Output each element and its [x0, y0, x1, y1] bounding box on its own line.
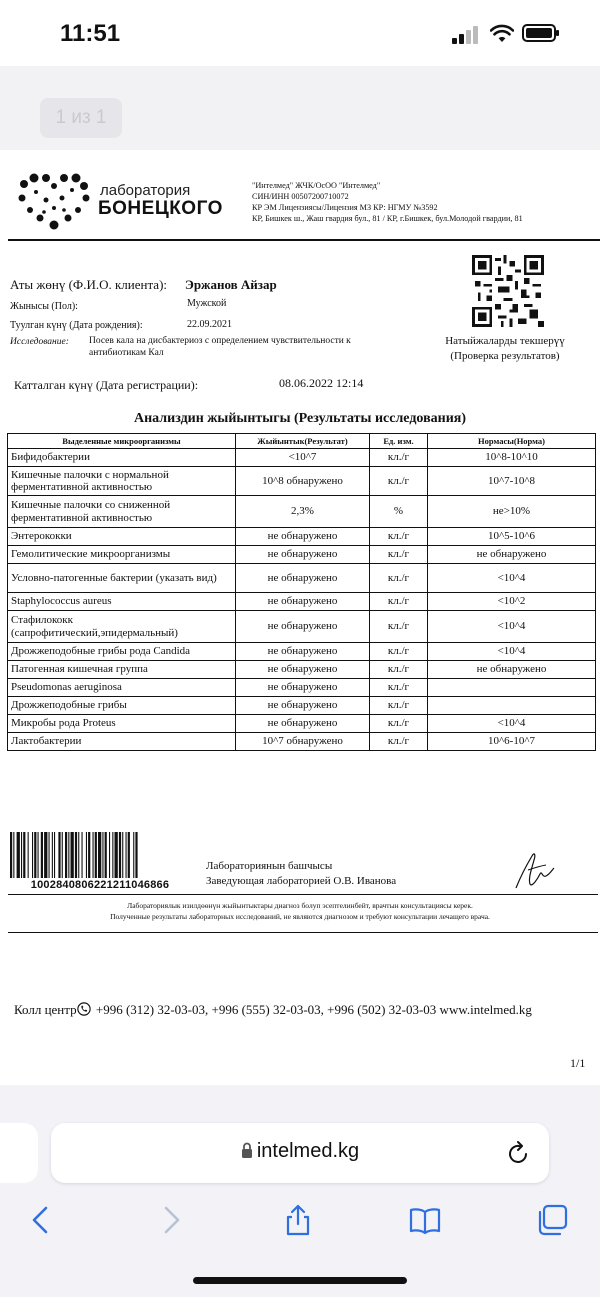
- table-row: [8, 611, 596, 643]
- unit-cell: кл./г: [370, 697, 428, 715]
- gender-label: Жынысы (Пол):: [10, 301, 78, 312]
- address-bar[interactable]: [51, 1123, 549, 1183]
- lab-info: [252, 180, 523, 224]
- result-cell: не обнаружено: [236, 715, 370, 733]
- unit-cell: кл./г: [370, 564, 428, 593]
- back-icon[interactable]: [24, 1203, 58, 1237]
- norm-cell: <10^4: [428, 643, 596, 661]
- microorganism-cell: Дрожжеподобные грибы: [8, 697, 236, 715]
- microorganism-cell: Кишечные палочки с нормальной ферментативной активностью: [8, 467, 236, 496]
- norm-cell: 10^8-10^10: [428, 449, 596, 467]
- norm-cell: не>10%: [428, 496, 596, 528]
- result-cell: не обнаружено: [236, 643, 370, 661]
- status-bar: [0, 0, 600, 66]
- call-center-label: Колл центр: [14, 1002, 77, 1017]
- call-center-numbers: +996 (312) 32-03-03, +996 (555) 32-03-03, +996 (502) 32-03-03 www.intelmed.kg: [92, 1002, 532, 1017]
- lab-name-line1: лаборатория: [100, 182, 191, 199]
- result-cell: не обнаружено: [236, 546, 370, 564]
- norm-cell: 10^7-10^8: [428, 467, 596, 496]
- norm-cell: <10^2: [428, 593, 596, 611]
- norm-cell: <10^4: [428, 564, 596, 593]
- unit-cell: кл./г: [370, 715, 428, 733]
- table-row: [8, 528, 596, 546]
- unit-cell: кл./г: [370, 467, 428, 496]
- lab-head-label-ru: Заведующая лабораторией О.В. Иванова: [206, 875, 397, 887]
- column-header: Ед. изм.: [370, 434, 428, 449]
- result-cell: не обнаружено: [236, 611, 370, 643]
- study-value: Посев кала на дисбактериоз с определением чувствительности к антибиотикам Кал: [89, 336, 351, 358]
- table-row: [8, 467, 596, 496]
- lab-info-line: "Интелмед" ЖЧК/ОсОО "Интелмед": [252, 181, 381, 190]
- result-cell: не обнаружено: [236, 697, 370, 715]
- registration-date-value: 08.06.2022 12:14: [279, 376, 364, 390]
- tabs-icon[interactable]: [535, 1203, 569, 1237]
- table-row: [8, 661, 596, 679]
- unit-cell: кл./г: [370, 593, 428, 611]
- url-display[interactable]: [51, 1140, 549, 1163]
- signature-icon: [508, 848, 558, 892]
- home-indicator: [193, 1277, 407, 1284]
- table-row: [8, 679, 596, 697]
- unit-cell: кл./г: [370, 449, 428, 467]
- norm-cell: [428, 679, 596, 697]
- result-cell: 2,3%: [236, 496, 370, 528]
- microorganism-cell: Лактобактерии: [8, 733, 236, 751]
- microorganism-cell: Условно-патогенные бактерии (указать вид): [8, 564, 236, 593]
- status-time: 11:51: [60, 20, 121, 47]
- unit-cell: кл./г: [370, 679, 428, 697]
- table-row: [8, 496, 596, 528]
- column-header: Нормасы(Норма): [428, 434, 596, 449]
- qr-label-kz: Натыйжаларды текшерүү: [445, 335, 565, 347]
- table-row: [8, 733, 596, 751]
- cellular-signal-icon: [452, 26, 482, 44]
- microorganism-cell: Pseudomonas aeruginosa: [8, 679, 236, 697]
- footer-divider: [8, 894, 598, 895]
- barcode-number: 1002840806221211046866: [30, 879, 170, 891]
- microorganism-cell: Энтерококки: [8, 528, 236, 546]
- microorganism-cell: Стафилококк (сапрофитический,эпидермальный): [8, 611, 236, 643]
- norm-cell: 10^5-10^6: [428, 528, 596, 546]
- url-text: intelmed.kg: [256, 1140, 360, 1162]
- column-header: Жыйынтык(Результат): [236, 434, 370, 449]
- gender-value: Мужской: [187, 298, 227, 309]
- dob-label: Туулган күнү (Дата рождения):: [10, 320, 143, 331]
- share-icon[interactable]: [281, 1203, 315, 1237]
- table-row: [8, 449, 596, 467]
- browser-toolbar: [0, 1085, 600, 1297]
- previous-tab-preview[interactable]: [0, 1123, 38, 1183]
- norm-cell: не обнаружено: [428, 661, 596, 679]
- table-row: [8, 715, 596, 733]
- norm-cell: 10^6-10^7: [428, 733, 596, 751]
- client-name-value: Эржанов Айзар: [185, 277, 277, 292]
- reload-icon[interactable]: [507, 1139, 531, 1165]
- unit-cell: кл./г: [370, 733, 428, 751]
- unit-cell: кл./г: [370, 528, 428, 546]
- header-divider: [8, 239, 600, 241]
- bookmarks-icon[interactable]: [408, 1203, 442, 1237]
- qr-label-ru: (Проверка результатов): [450, 350, 560, 362]
- lab-logo-icon: [14, 170, 94, 230]
- result-cell: 10^7 обнаружено: [236, 733, 370, 751]
- registration-date-label: Катталган күнү (Дата регистрации):: [14, 378, 199, 392]
- disclaimer-ru: Полученные результаты лабораторных исследований, не являются диагнозом и требуют консультации лечащего врача.: [110, 912, 490, 921]
- client-name-label: Аты жөнү (Ф.И.О. клиента):: [10, 277, 168, 292]
- norm-cell: <10^4: [428, 611, 596, 643]
- barcode-icon: [10, 832, 188, 878]
- page-indicator: 1 из 1: [40, 98, 122, 138]
- norm-cell: <10^4: [428, 715, 596, 733]
- result-cell: не обнаружено: [236, 679, 370, 697]
- dob-value: 22.09.2021: [187, 319, 232, 330]
- unit-cell: кл./г: [370, 546, 428, 564]
- qr-code-icon[interactable]: [472, 255, 544, 327]
- phone-icon: [77, 1002, 91, 1016]
- lock-icon: [241, 1142, 253, 1158]
- table-row: [8, 697, 596, 715]
- table-row: [8, 564, 596, 593]
- study-label: Исследование:: [10, 337, 69, 347]
- table-row: [8, 643, 596, 661]
- column-header: Выделенные микроорганизмы: [8, 434, 236, 449]
- microorganism-cell: Staphylococcus aureus: [8, 593, 236, 611]
- forward-icon[interactable]: [154, 1203, 188, 1237]
- lab-head-label-kz: Лабораториянын башчысы: [206, 860, 333, 872]
- result-cell: не обнаружено: [236, 593, 370, 611]
- norm-cell: не обнаружено: [428, 546, 596, 564]
- result-cell: <10^7: [236, 449, 370, 467]
- table-row: [8, 546, 596, 564]
- unit-cell: кл./г: [370, 661, 428, 679]
- lab-info-line: КР, Бишкек ш., Жаш гвардия бул., 81 / КР, г.Бишкек, бул.Молодой гвардии, 81: [252, 214, 523, 223]
- lab-info-line: СИН/ИНН 00507200710072: [252, 192, 349, 201]
- unit-cell: кл./г: [370, 611, 428, 643]
- result-cell: не обнаружено: [236, 528, 370, 546]
- microorganism-cell: Бифидобактерии: [8, 449, 236, 467]
- disclaimer-kz: Лабораториялык изилдөөнүн жыйынтыктары диагноз болуп эсептелинбейт, врачтын консультациясы керек.: [127, 901, 473, 910]
- footer-divider: [8, 932, 598, 933]
- result-cell: не обнаружено: [236, 661, 370, 679]
- table-row: [8, 593, 596, 611]
- microorganism-cell: Гемолитические микроорганизмы: [8, 546, 236, 564]
- results-table: [7, 433, 596, 751]
- table-header-row: [8, 434, 596, 449]
- microorganism-cell: Кишечные палочки со сниженной ферментативной активностью: [8, 496, 236, 528]
- unit-cell: кл./г: [370, 643, 428, 661]
- norm-cell: [428, 697, 596, 715]
- microorganism-cell: Патогенная кишечная группа: [8, 661, 236, 679]
- page-number: 1/1: [570, 1056, 586, 1070]
- lab-info-line: КР ЭМ Лицензиясы/Лицензия МЗ КР: НГМУ №3592: [252, 203, 438, 212]
- lab-name-line2: БОНЕЦКОГО: [98, 198, 223, 219]
- unit-cell: %: [370, 496, 428, 528]
- results-title: Анализдин жыйынтыгы (Результаты исследования): [133, 411, 467, 426]
- microorganism-cell: Дрожжеподобные грибы рода Candida: [8, 643, 236, 661]
- result-cell: не обнаружено: [236, 564, 370, 593]
- lab-report-document[interactable]: [0, 150, 600, 1085]
- battery-icon: [522, 24, 556, 42]
- result-cell: 10^8 обнаружено: [236, 467, 370, 496]
- microorganism-cell: Микробы рода Proteus: [8, 715, 236, 733]
- wifi-icon: [490, 24, 514, 44]
- call-center: [14, 1002, 532, 1018]
